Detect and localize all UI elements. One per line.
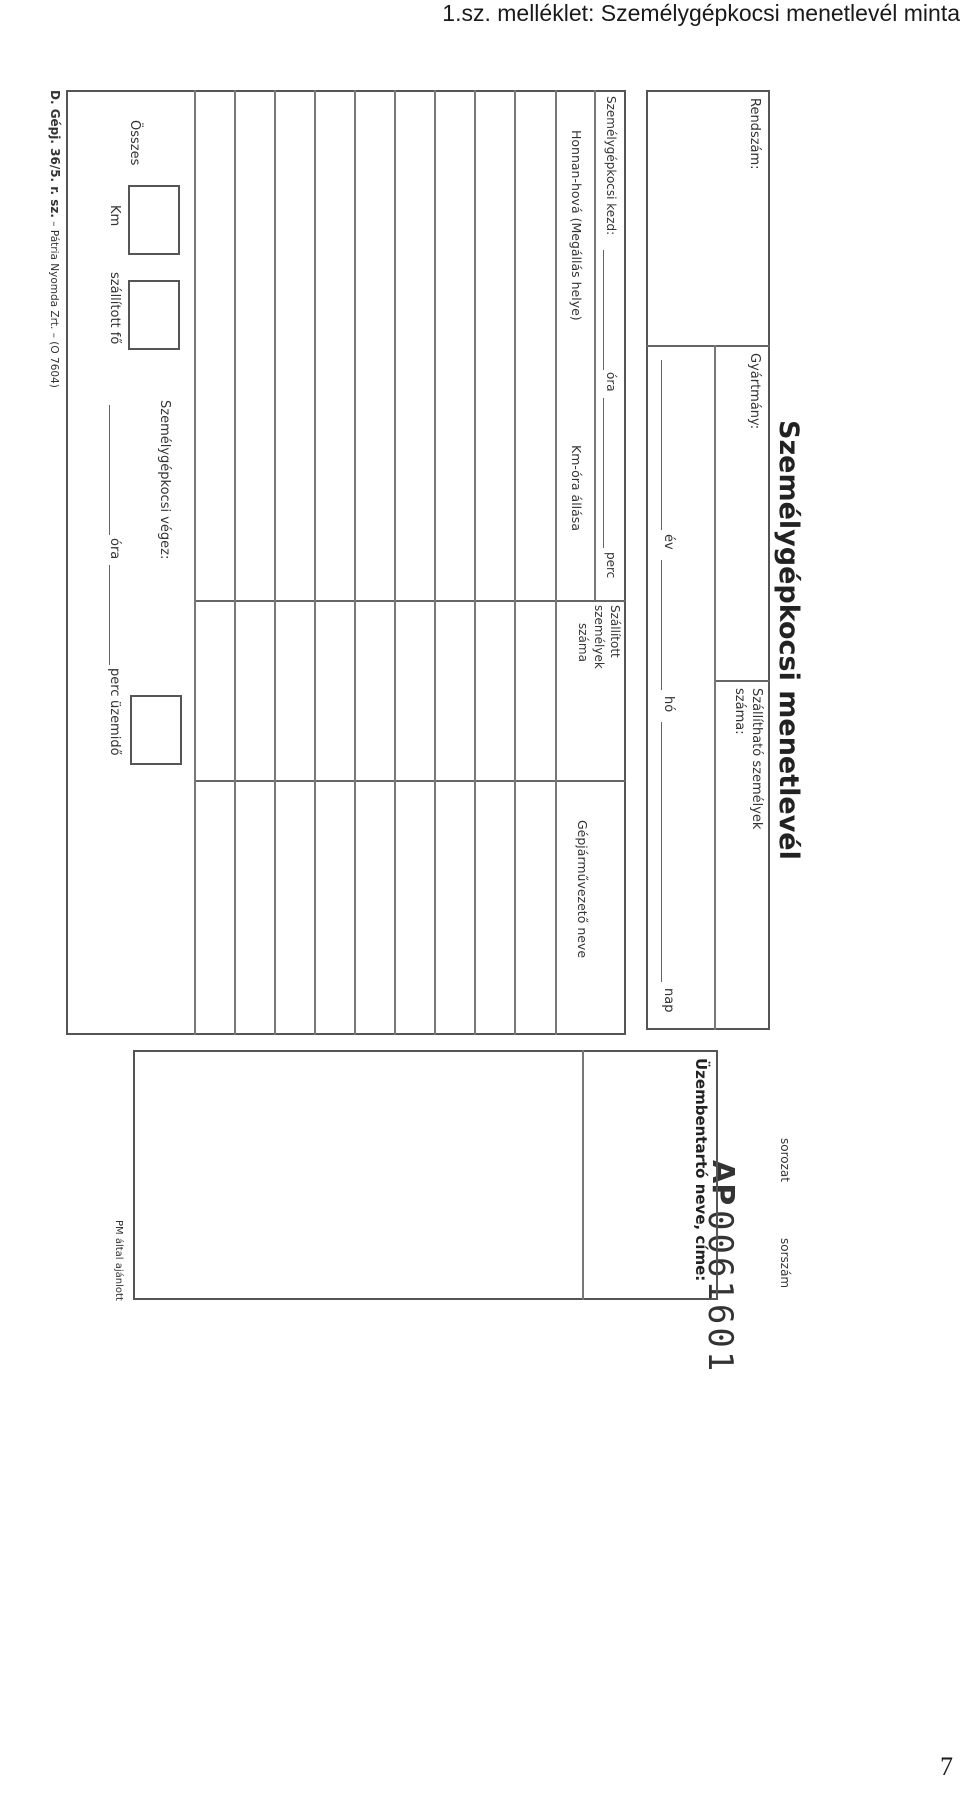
row-line (555, 90, 557, 1035)
osszes-label: Összes (127, 120, 142, 166)
start-hour-blank (603, 250, 604, 370)
vegez-label: Személygépkocsi végez: (157, 400, 172, 560)
row-line (235, 90, 237, 1035)
uzembentarto-label: Üzembentartó neve, címe: (692, 1058, 710, 1282)
szallitott-fo-label: szállított fő (107, 272, 122, 345)
sorszam-label: sorszám (778, 1238, 792, 1289)
row-line (475, 90, 477, 1035)
form-title: Személygépkocsi menetlevél (773, 420, 804, 860)
form-code: D. Gépj. 36/5. r. sz. (48, 90, 62, 218)
uzemido-box (130, 695, 182, 765)
passenger-box (128, 280, 180, 350)
page-number: 7 (940, 1752, 953, 1781)
start-min-blank (603, 398, 604, 548)
month-label: hó (661, 696, 676, 713)
col-kmora-header: Km-óra állása (569, 445, 584, 531)
rendszam-label: Rendszám: (747, 98, 762, 170)
day-blank (661, 722, 662, 982)
end-hour-label: óra (107, 538, 122, 560)
col-divider (196, 780, 626, 782)
end-min-label: perc (107, 668, 122, 697)
end-hour-blank (109, 405, 110, 535)
printer-note: – Pátria Nyomda Zrt. – (O 7604) (48, 217, 60, 388)
scanned-form (10, 60, 822, 1375)
row-line (275, 90, 277, 1035)
start-min-label: perc (604, 552, 618, 579)
year-blank (661, 360, 662, 530)
row-line (355, 90, 357, 1035)
uzemido-label: üzemidő (107, 700, 122, 756)
month-blank (661, 560, 662, 690)
row-line (315, 90, 317, 1035)
sorszam-value: 0061601 (700, 1210, 740, 1375)
divider (646, 345, 770, 347)
col-szallitott-header-3: száma (576, 623, 590, 662)
gyartmany-label: Gyártmány: (747, 353, 762, 430)
page-header: 1.sz. melléklet: Személygépkocsi menetlevél minta (442, 0, 960, 26)
col-honnan-header: Honnan-hová (Megállás helye) (569, 130, 584, 321)
start-label: Személygépkocsi kezd: (604, 96, 618, 236)
form-footer (48, 90, 62, 388)
operator-divider (582, 1050, 584, 1300)
menetlevel-form (10, 60, 822, 1375)
szallithato-label-2: száma: (732, 688, 747, 735)
sorozat-value: AP (705, 1160, 740, 1206)
col-divider (196, 600, 626, 602)
pm-note: PM által ajánlott (113, 1220, 124, 1301)
header-divider (595, 90, 597, 600)
km-label: Km (107, 205, 122, 227)
sorozat-label: sorozat (778, 1138, 792, 1182)
row-line (395, 90, 397, 1035)
year-label: év (661, 534, 676, 550)
szallithato-label: Szállítható személyek (749, 688, 764, 830)
uzembentarto-box (133, 1050, 718, 1300)
km-box (128, 185, 180, 255)
end-min-blank (109, 565, 110, 665)
divider (715, 345, 717, 1030)
col-szallitott-header-2: személyek (592, 605, 606, 669)
day-label: nap (661, 988, 676, 1013)
header-info-box (646, 90, 770, 1030)
start-hour-label: óra (604, 372, 618, 392)
divider (716, 680, 770, 682)
col-szallitott-header-1: Szállított (608, 605, 622, 658)
row-line (435, 90, 437, 1035)
col-gepjarmu-header: Gépjárművezető neve (575, 820, 590, 959)
row-line (194, 90, 196, 1035)
row-line (515, 90, 517, 1035)
